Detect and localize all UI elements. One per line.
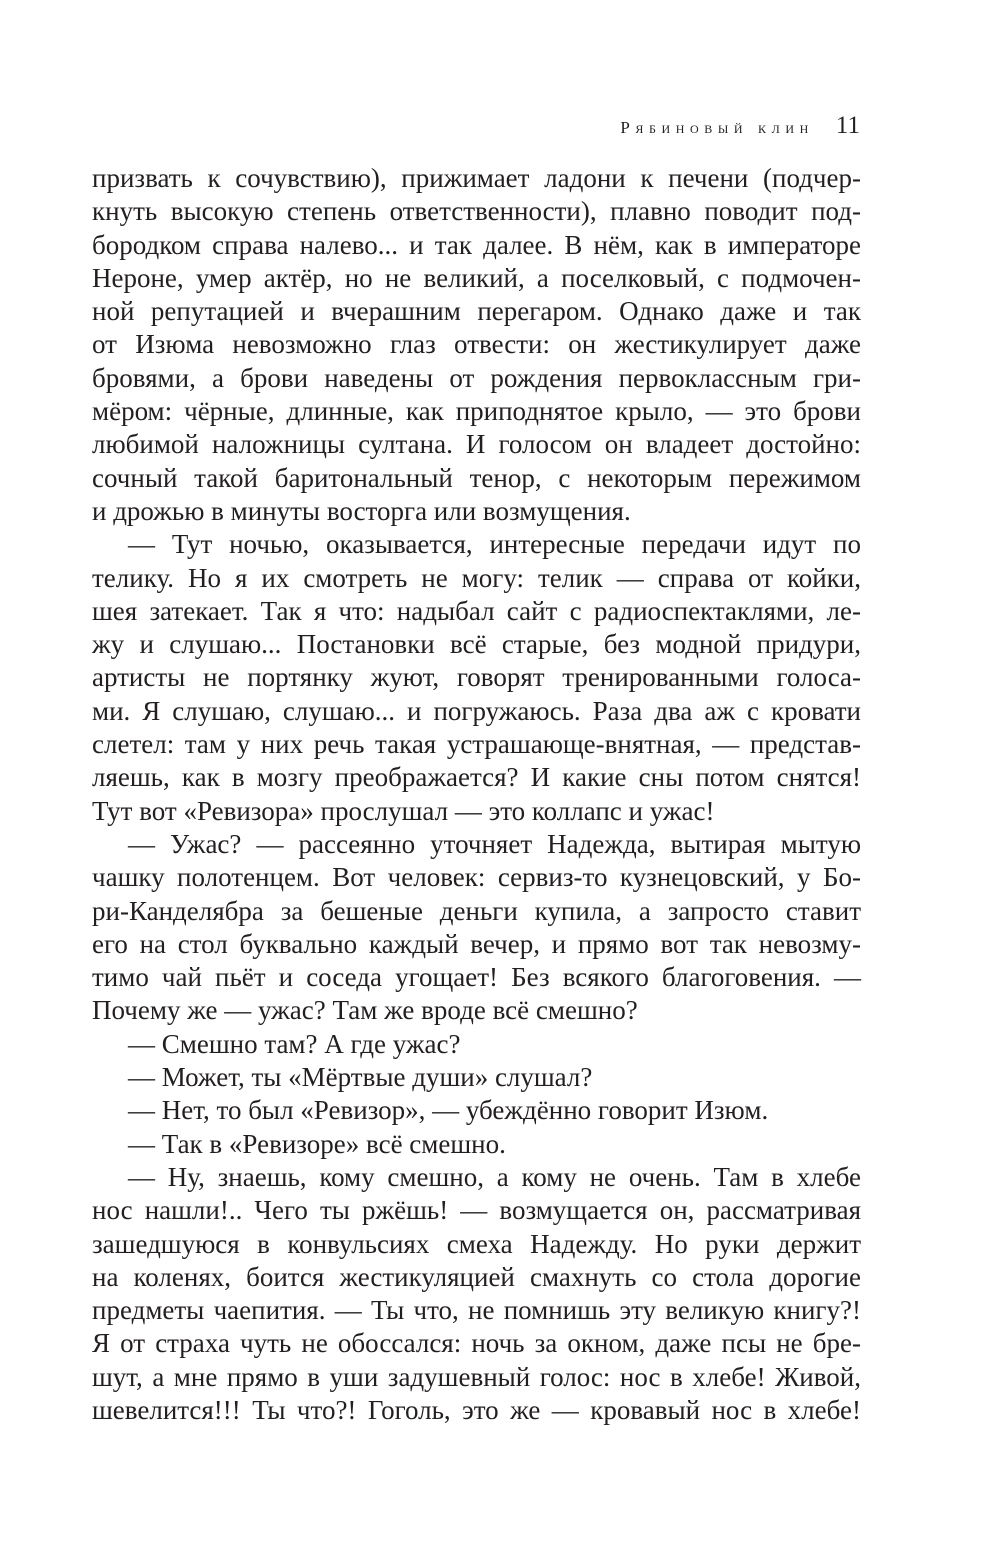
text-line: шея затекает. Так я что: надыбал сайт с радиоспектаклями, ле-: [92, 595, 861, 626]
text-line: Я от страха чуть не обоссался: ночь за окном, даже псы не бре-: [92, 1328, 861, 1359]
running-head: [520, 112, 860, 146]
page-number: 11: [835, 112, 860, 139]
text-line: предметы чаепития. — Ты что, не помнишь эту великую книгу?!: [92, 1295, 861, 1326]
text-line: Почему же — ужас? Там же вроде всё смешно?: [92, 995, 638, 1026]
running-title: Рябиновый клин: [620, 118, 814, 137]
text-line: жу и слушаю... Постановки всё старые, без модной придури,: [92, 629, 861, 660]
text-line: любимой наложницы султана. И голосом он владеет достойно:: [92, 429, 861, 460]
text-line: ри-Канделябра за бешеные деньги купила, а запросто ставит: [92, 895, 861, 926]
text-line: тимо чай пьёт и соседа угощает! Без всякого благоговения. —: [92, 962, 861, 993]
text-line: — Так в «Ревизоре» всё смешно.: [128, 1128, 506, 1159]
text-line: — Ну, знаешь, кому смешно, а кому не очень. Там в хлебе: [128, 1161, 861, 1192]
text-line: — Тут ночью, оказывается, интересные передачи идут по: [128, 529, 861, 560]
text-line: чашку полотенцем. Вот человек: сервиз-то кузнецовский, у Бо-: [92, 862, 861, 893]
text-line: и дрожью в минуты восторга или возмущения.: [92, 495, 631, 526]
text-line: — Нет, то был «Ревизор», — убеждённо говорит Изюм.: [128, 1095, 769, 1126]
text-line: ми. Я слушаю, слушаю... и погружаюсь. Раза два аж с кровати: [92, 695, 861, 726]
text-line: сочный такой баритональный тенор, с некоторым пережимом: [92, 462, 861, 493]
text-line: бородком справа налево... и так далее. В нём, как в императоре: [92, 229, 861, 260]
body-text: [92, 162, 861, 1427]
text-line: зашедшуюся в конвульсиях смеха Надежду. Но руки держит: [92, 1228, 861, 1259]
text-line: на коленях, боится жестикуляцией смахнуть со стола дорогие: [92, 1261, 861, 1292]
text-line: от Изюма невозможно глаз отвести: он жестикулирует даже: [92, 329, 861, 360]
text-line: ной репутацией и вчерашним перегаром. Однако даже и так: [92, 296, 861, 327]
text-line: слетел: там у них речь такая устрашающе-внятная, — представ-: [92, 729, 861, 760]
text-line: призвать к сочувствию), прижимает ладони к печени (подчер-: [92, 163, 861, 193]
text-line: ляешь, как в мозгу преображается? И какие сны потом снятся!: [92, 762, 861, 793]
text-line: Тут вот «Ревизора» прослушал — это коллапс и ужас!: [92, 795, 715, 826]
text-line: шевелится!!! Ты что?! Гоголь, это же — кровавый нос в хлебе!: [92, 1394, 861, 1425]
text-line: кнуть высокую степень ответственности), плавно поводит под-: [92, 196, 861, 227]
text-line: — Смешно там? А где ужас?: [128, 1028, 461, 1059]
text-line: — Ужас? — рассеянно уточняет Надежда, вытирая мытую: [128, 828, 861, 859]
text-line: Нероне, умер актёр, но не великий, а поселковый, с подмочен-: [92, 262, 861, 293]
text-line: нос нашли!.. Чего ты ржёшь! — возмущается он, рассматривая: [92, 1195, 861, 1226]
text-line: — Может, ты «Мёртвые души» слушал?: [128, 1062, 593, 1093]
text-line: шут, а мне прямо в уши задушевный голос: нос в хлебе! Живой,: [92, 1361, 861, 1392]
text-line: мёром: чёрные, длинные, как приподнятое крыло, — это брови: [92, 396, 861, 427]
text-line: телику. Но я их смотреть не могу: телик — справа от койки,: [92, 562, 861, 593]
text-line: бровями, а брови наведены от рождения первоклассным гри-: [92, 362, 861, 393]
text-line: артисты не портянку жуют, говорят тренированными голоса-: [92, 662, 861, 693]
text-line: его на стол буквально каждый вечер, и прямо вот так невозму-: [92, 928, 861, 959]
